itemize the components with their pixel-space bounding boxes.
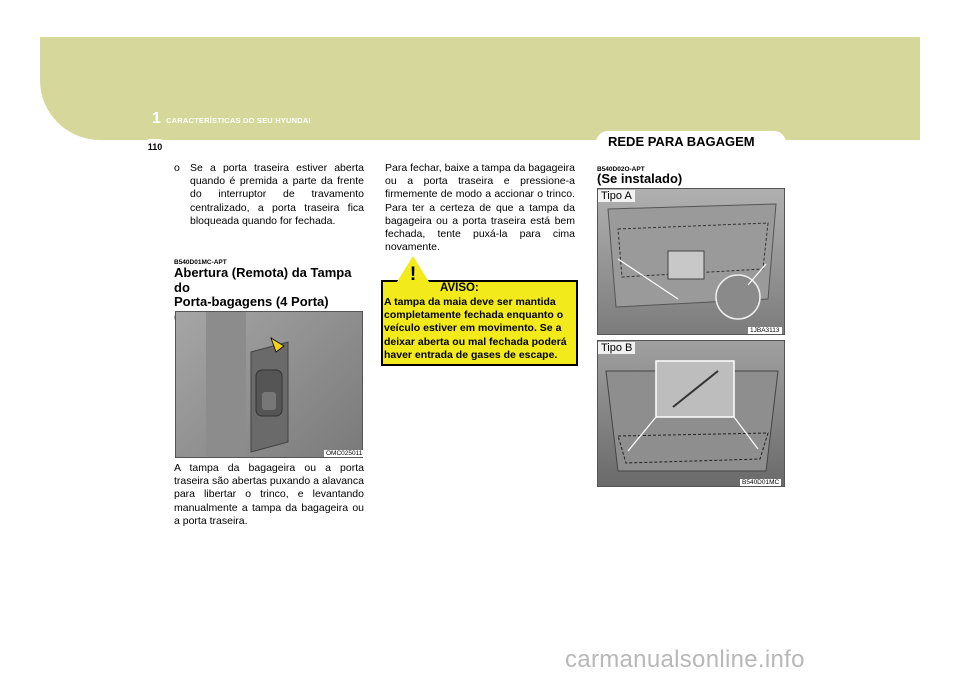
bullet-text: Se a porta traseira estiver aberta quando é premida a parte da frente do interruptor de travamento centralizado, a porta traseira fica bloqueada quando for fechada.	[190, 162, 364, 227]
photo-b-code: B540D01MC	[742, 479, 780, 486]
warning-text: A tampa da maia deve ser mantida completamente fechada enquanto o veículo estiver em movimento. Se a deixar aberta ou mal fechada poderá haver entrada de gases de escape.	[384, 296, 567, 361]
section-code: B540D01MC-APT	[174, 259, 227, 266]
heading-line: Porta-bagagens (4 Porta)	[174, 294, 329, 309]
bullet-mark: o	[174, 162, 180, 174]
heading-line: Abertura (Remota) da Tampa do	[174, 265, 352, 295]
trunk-lever-photo	[175, 311, 363, 458]
page-number: 110	[143, 139, 167, 155]
trunk-lever-illustration	[176, 312, 363, 458]
tipo-a-label: Tipo A	[598, 190, 635, 202]
trunk-net-photo-b	[597, 340, 785, 487]
warning-title: AVISO:	[440, 282, 479, 294]
warning-exclamation: !	[409, 264, 417, 285]
section-code-right: B540D02O-APT	[597, 166, 645, 173]
chapter-title: CARACTERÍSTICAS DO SEU HYUNDAI	[166, 116, 311, 125]
chapter-number: 1	[152, 110, 161, 127]
photo-code: OMC025011	[326, 450, 363, 457]
left-body-text: A tampa da bagageira ou a porta traseira são abertas puxando a alavanca para libertar o trinco, e levantando manualmente a tampa da bagageira ou a porta traseira.	[174, 462, 364, 527]
cargo-net-b-illustration	[598, 341, 785, 487]
photo-a-code: 1JBA3113	[750, 327, 780, 334]
trunk-net-photo-a	[597, 188, 785, 335]
section-tab: REDE PARA BAGAGEM	[596, 131, 786, 153]
closing-instructions: Para fechar, baixe a tampa da bagageira ou a porta traseira e pressione-a firmemente de modo a accionar o trinco. Para ter a certeza de que a tampa da bagageira ou a porta traseira está bem fechada, tente puxá-la para cima novamente.	[385, 162, 575, 254]
cargo-net-a-illustration	[598, 189, 785, 335]
bullet-paragraph	[174, 162, 364, 228]
tipo-b-label: Tipo B	[598, 342, 635, 354]
watermark: carmanualsonline.info	[565, 646, 805, 673]
section-heading-right: (Se instalado)	[597, 171, 683, 186]
